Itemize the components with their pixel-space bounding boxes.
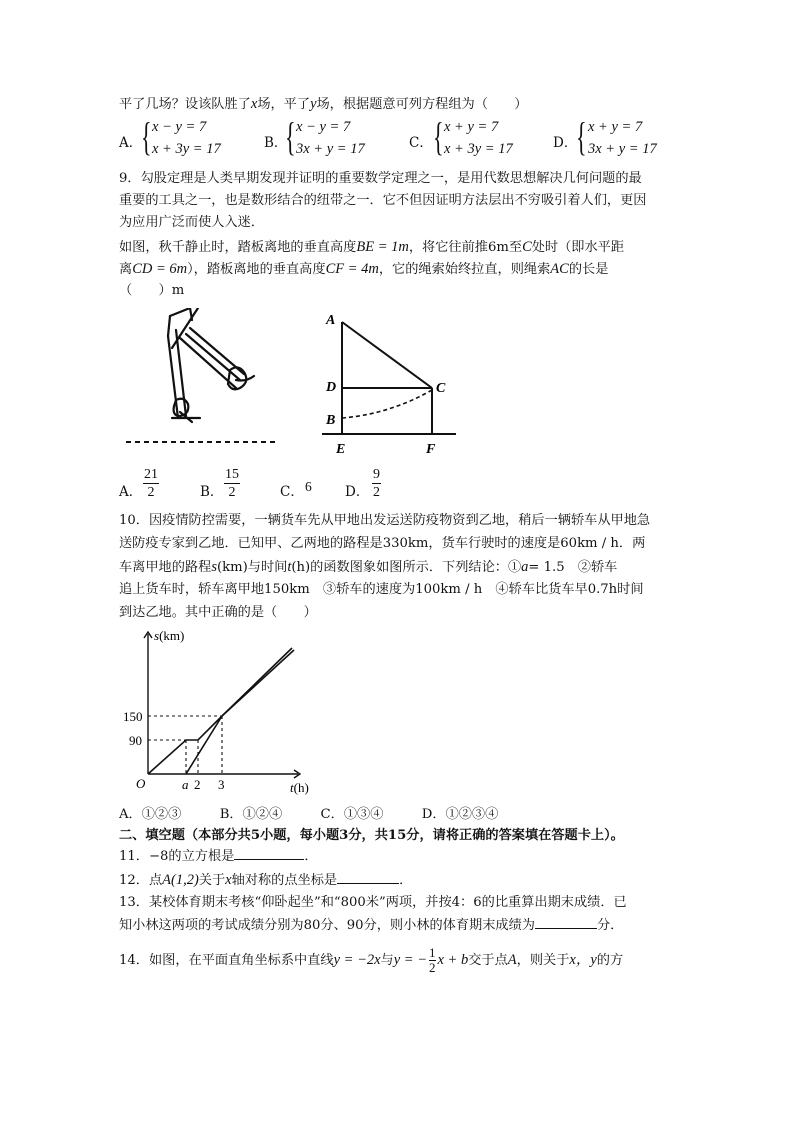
q9-line3: 为应用广泛而使人入迷． (119, 215, 265, 230)
q8-stem: 平了几场？设该队胜了x场，平了y场，根据题意可列方程组为（ ） (119, 96, 528, 112)
swing-illustration (120, 308, 280, 448)
y-tick-90: 90 (129, 733, 142, 748)
arc-bc (342, 390, 432, 418)
q9-line2: 重要的工具之一，也是数形结合的纽带之一．它不但因证明方法层出不穷吸引着人们，更因 (119, 193, 647, 208)
x-tick-2: 2 (194, 777, 201, 792)
q13-answer-blank[interactable] (535, 928, 597, 929)
q10-option-c[interactable]: C．①③④ (320, 807, 384, 822)
label-b: B (326, 413, 336, 428)
q14: 14．如图，在平面直角坐标系中直线y = −2x与y = − $\frac{1}{2}$ x + b交于点A，则关于x，y的方 (119, 945, 624, 975)
q10-line1: 10．因疫情防控需要，一辆货车先从甲地出发运送防疫物资到乙地，稍后一辆轿车从甲地急 (119, 513, 651, 528)
q13-line2: 知小林这两项的考试成绩分别为80分、90分，则小林的体育期末成绩为 分． (119, 918, 624, 933)
q9-line1: 9．勾股定理是人类早期发现并证明的重要数学定理之一，是用代数思想解决几何问题的最 (119, 171, 642, 186)
label-e: E (336, 442, 346, 457)
q10-line3: 车离甲地的路程s(km)与时间t(h)的函数图象如图所示．下列结论：①a= 1.5 ②轿车 (119, 559, 618, 575)
q9-line4: 如图，秋千静止时，踏板离地的垂直高度BE = 1m，将它往前推6m至C处时（即水平距 (119, 239, 625, 255)
section-title: 二、填空题（本部分共5小题，每小题3分，共15分，请将正确的答案填在答题卡上）。 (119, 828, 624, 843)
x-axis-label: t(h) (290, 780, 309, 795)
q10-options (119, 806, 498, 824)
truck-line (148, 648, 292, 774)
q9-line5: 离CD = 6m），踏板离地的垂直高度CF = 4m，它的绳索始终拉直，则绳索AC的长是 (119, 261, 609, 277)
q12-answer-blank[interactable] (337, 883, 399, 884)
x-tick-a: a (182, 777, 189, 792)
q10-option-d[interactable]: D．①②③④ (421, 807, 499, 822)
q10-line2: 送防疫专家到乙地．已知甲、乙两地的路程是330km，货车行驶时的速度是60km / h．两 (119, 536, 646, 551)
q11: 11．−8的立方根是 ． (119, 849, 318, 864)
q10-line5: 到达乙地。其中正确的是（ ） (119, 605, 317, 620)
x-tick-3: 3 (218, 777, 225, 792)
origin-label: O (136, 776, 146, 791)
geometry-diagram (320, 310, 465, 458)
q11-answer-blank[interactable] (234, 859, 304, 860)
label-d: D (326, 380, 337, 395)
q13-line1: 13．某校体育期末考核“仰卧起坐”和“800米”两项，并按4：6的比重算出期末成绩．已 (119, 895, 627, 910)
q9-line6: （ ）m (119, 283, 185, 298)
label-a: A (326, 313, 336, 328)
q10-option-a[interactable]: A．①②③ (119, 807, 182, 822)
label-f: F (426, 442, 436, 457)
q12: 12．点A(1,2)关于x轴对称的点坐标是 ． (119, 872, 413, 888)
label-c: C (436, 381, 446, 396)
car-line-start (186, 716, 222, 774)
segment-ac (342, 322, 432, 388)
y-tick-150: 150 (123, 709, 143, 724)
y-axis-label: s(km) (154, 628, 185, 643)
q10-line4: 追上货车时，轿车离甲地150km ③轿车的速度为100km / h ④轿车比货车早0.7h时间 (119, 582, 644, 597)
function-graph (118, 626, 318, 801)
car-line (222, 650, 294, 716)
q10-option-b[interactable]: B．①②④ (219, 807, 283, 822)
